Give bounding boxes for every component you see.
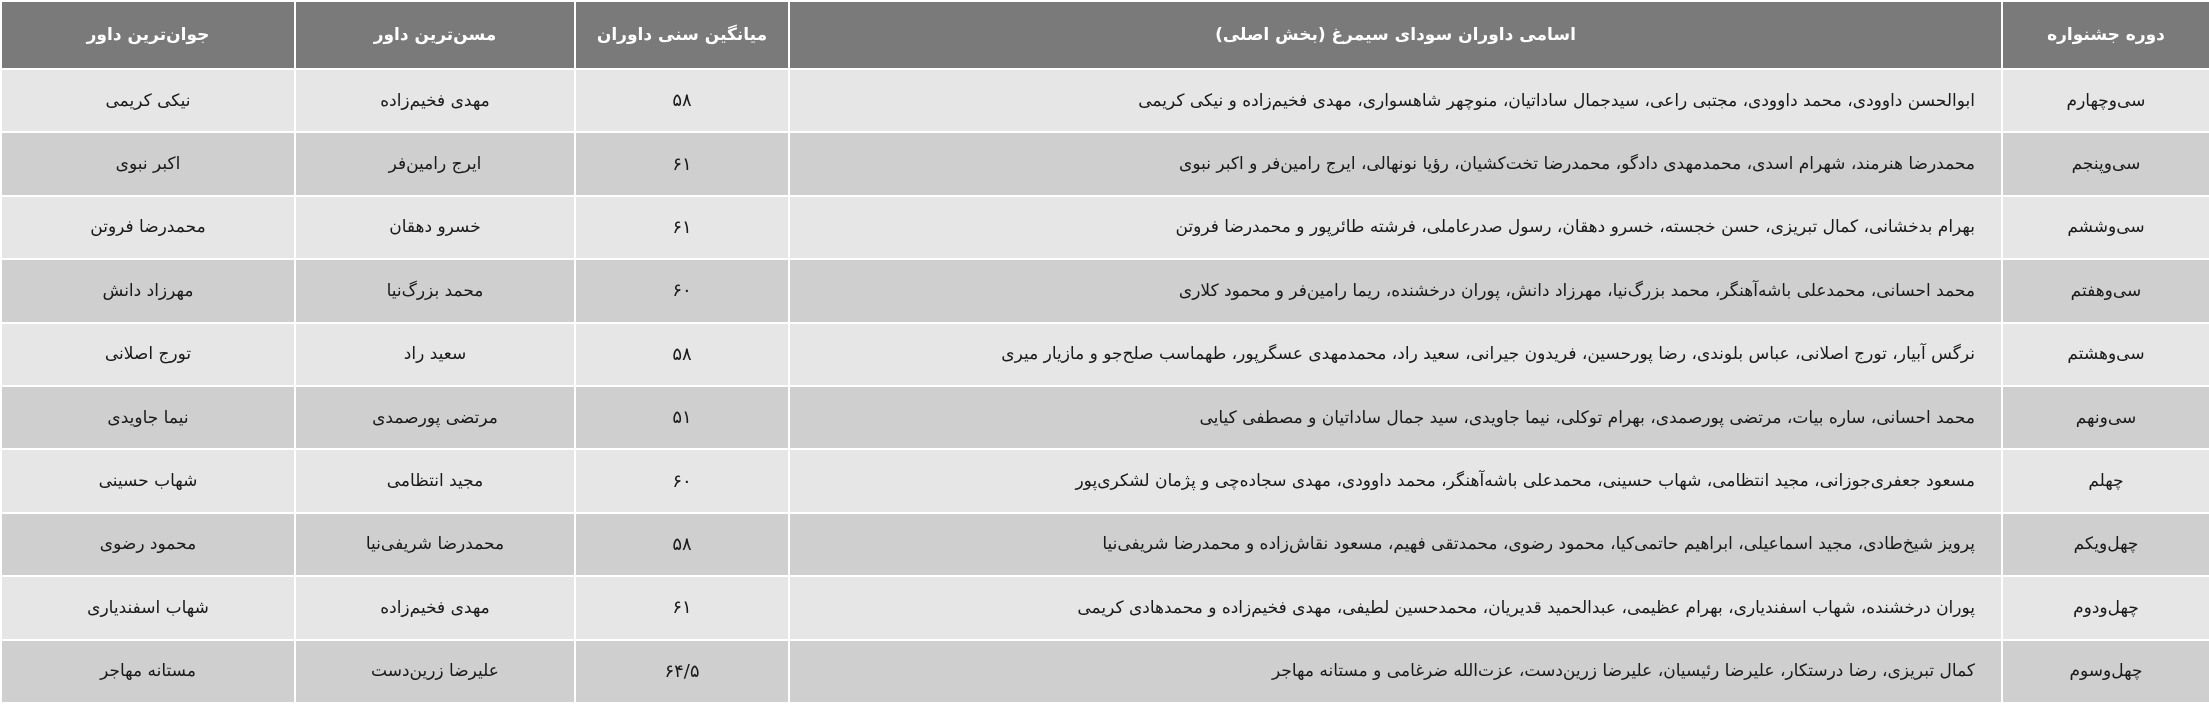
jury-names-cell: محمدرضا هنرمند، شهرام اسدی، محمدمهدی دادگو، محمدرضا تخت‌کشیان، رؤیا نونهالی، ایرج رامین‌فر و اکبر نبوی — [789, 132, 2002, 195]
avg-age-cell: ۶۴/۵ — [575, 640, 789, 703]
avg-age-cell: ۶۱ — [575, 576, 789, 639]
jury-names-cell: محمد احسانی، ساره بیات، مرتضی پورصمدی، بهرام توکلی، نیما جاویدی، سید جمال ساداتیان و مصطفی کیایی — [789, 386, 2002, 449]
oldest-juror-cell: خسرو دهقان — [295, 196, 575, 259]
youngest-juror-cell: نیکی کریمی — [1, 69, 295, 132]
youngest-juror-cell: نیما جاویدی — [1, 386, 295, 449]
header-oldest: مسن‌ترین داور — [295, 1, 575, 69]
oldest-juror-cell: مهدی فخیم‌زاده — [295, 576, 575, 639]
edition-cell: سی‌وششم — [2002, 196, 2209, 259]
edition-cell: سی‌وچهارم — [2002, 69, 2209, 132]
oldest-juror-cell: محمدرضا شریفی‌نیا — [295, 513, 575, 576]
oldest-juror-cell: مرتضی پورصمدی — [295, 386, 575, 449]
youngest-juror-cell: مستانه مهاجر — [1, 640, 295, 703]
youngest-juror-cell: شهاب اسفندیاری — [1, 576, 295, 639]
table-row — [1, 640, 2209, 703]
edition-cell: چهل‌ویکم — [2002, 513, 2209, 576]
edition-cell: سی‌وهشتم — [2002, 323, 2209, 386]
oldest-juror-cell: مجید انتظامی — [295, 449, 575, 512]
avg-age-cell: ۵۸ — [575, 513, 789, 576]
edition-cell: چهل‌ودوم — [2002, 576, 2209, 639]
avg-age-cell: ۶۱ — [575, 196, 789, 259]
edition-cell: سی‌وپنجم — [2002, 132, 2209, 195]
oldest-juror-cell: محمد بزرگ‌نیا — [295, 259, 575, 322]
oldest-juror-cell: مهدی فخیم‌زاده — [295, 69, 575, 132]
oldest-juror-cell: علیرضا زرین‌دست — [295, 640, 575, 703]
table-row — [1, 513, 2209, 576]
oldest-juror-cell: ایرج رامین‌فر — [295, 132, 575, 195]
avg-age-cell: ۵۸ — [575, 323, 789, 386]
header-edition: دوره جشنواره — [2002, 1, 2209, 69]
table-row — [1, 576, 2209, 639]
jury-names-cell: بهرام بدخشانی، کمال تبریزی، حسن خجسته، خسرو دهقان، رسول صدرعاملی، فرشته طائرپور و محمدرضا فروتن — [789, 196, 2002, 259]
edition-cell: چهل‌وسوم — [2002, 640, 2209, 703]
table-row — [1, 132, 2209, 195]
youngest-juror-cell: اکبر نبوی — [1, 132, 295, 195]
oldest-juror-cell: سعید راد — [295, 323, 575, 386]
edition-cell: سی‌وهفتم — [2002, 259, 2209, 322]
edition-cell: سی‌ونهم — [2002, 386, 2209, 449]
header-row — [1, 1, 2209, 69]
table-row — [1, 259, 2209, 322]
youngest-juror-cell: محمود رضوی — [1, 513, 295, 576]
jury-names-cell: محمد احسانی، محمدعلی باشه‌آهنگر، محمد بزرگ‌نیا، مهرزاد دانش، پوران درخشنده، ریما رامین‌فر و محمود کلاری — [789, 259, 2002, 322]
table-row — [1, 386, 2209, 449]
avg-age-cell: ۵۱ — [575, 386, 789, 449]
jury-names-cell: مسعود جعفری‌جوزانی، مجید انتظامی، شهاب حسینی، محمدعلی باشه‌آهنگر، محمد داوودی، مهدی سجاده‌چی و پژمان لشکری‌پور — [789, 449, 2002, 512]
avg-age-cell: ۶۰ — [575, 449, 789, 512]
jury-names-cell: پرویز شیخ‌طادی، مجید اسماعیلی، ابراهیم حاتمی‌کیا، محمود رضوی، محمدتقی فهیم، مسعود نقاش‌زاده و محمدرضا شریفی‌نیا — [789, 513, 2002, 576]
jury-names-cell: ابوالحسن داوودی، محمد داوودی، مجتبی راعی، سیدجمال ساداتیان، منوچهر شاهسواری، مهدی فخیم‌زاده و نیکی کریمی — [789, 69, 2002, 132]
edition-cell: چهلم — [2002, 449, 2209, 512]
header-avg-age: میانگین سنی داوران — [575, 1, 789, 69]
table-row — [1, 196, 2209, 259]
table-row — [1, 69, 2209, 132]
jury-names-cell: نرگس آبیار، تورج اصلانی، عباس بلوندی، رضا پورحسین، فریدون جیرانی، سعید راد، محمدمهدی عسگرپور، طهماسب صلح‌جو و مازیار میری — [789, 323, 2002, 386]
jury-names-cell: کمال تبریزی، رضا درستکار، علیرضا رئیسیان، علیرضا زرین‌دست، عزت‌الله ضرغامی و مستانه مهاجر — [789, 640, 2002, 703]
avg-age-cell: ۶۰ — [575, 259, 789, 322]
youngest-juror-cell: محمدرضا فروتن — [1, 196, 295, 259]
table-row — [1, 449, 2209, 512]
youngest-juror-cell: مهرزاد دانش — [1, 259, 295, 322]
youngest-juror-cell: تورج اصلانی — [1, 323, 295, 386]
header-youngest: جوان‌ترین داور — [1, 1, 295, 69]
avg-age-cell: ۶۱ — [575, 132, 789, 195]
header-jury: اسامی داوران سودای سیمرغ (بخش اصلی) — [789, 1, 2002, 69]
jury-names-cell: پوران درخشنده، شهاب اسفندیاری، بهرام عظیمی، عبدالحمید قدیریان، محمدحسین لطیفی، مهدی فخیم‌زاده و محمدهادی کریمی — [789, 576, 2002, 639]
table-row — [1, 323, 2209, 386]
youngest-juror-cell: شهاب حسینی — [1, 449, 295, 512]
avg-age-cell: ۵۸ — [575, 69, 789, 132]
